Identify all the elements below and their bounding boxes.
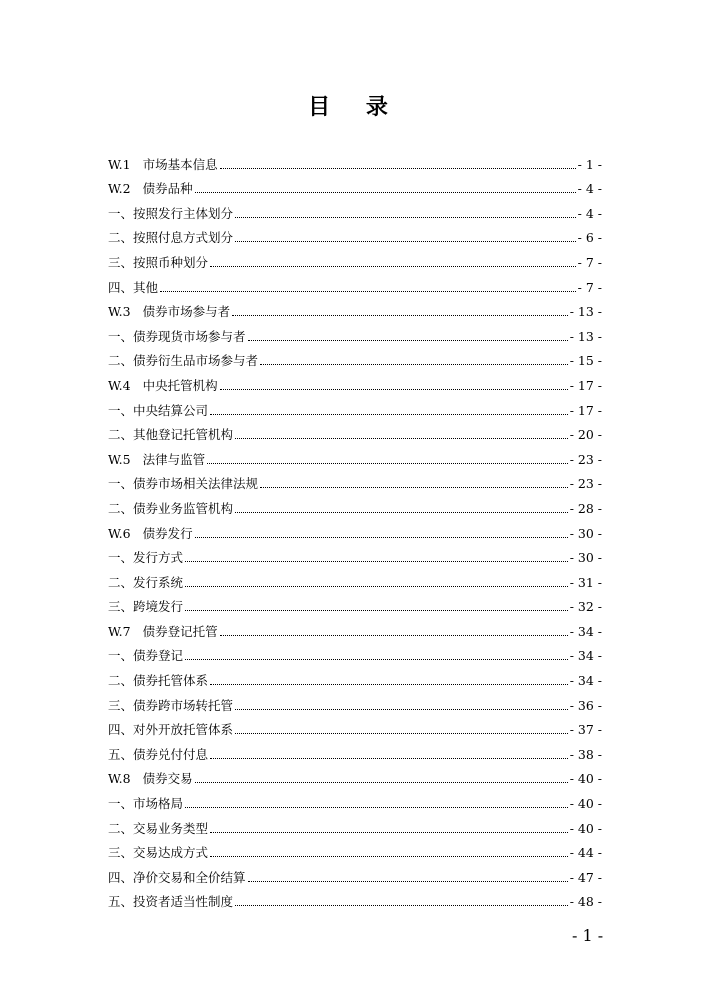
toc-entry-text: 二、债券衍生品市场参与者: [108, 353, 259, 369]
toc-leader-dots: [235, 733, 568, 734]
toc-entry[interactable]: [108, 246, 602, 271]
toc-entry-page: - 7 -: [577, 254, 602, 270]
toc-entry-page: - 36 -: [569, 697, 602, 713]
toc-entry[interactable]: [108, 173, 602, 198]
toc-entry[interactable]: [108, 517, 602, 542]
toc-entry-page: - 44 -: [569, 845, 602, 861]
toc-entry-text: 中央托管机构: [142, 377, 218, 393]
toc-entry-text: 五、债券兑付付息: [108, 746, 209, 762]
toc-entry-text: 市场基本信息: [142, 156, 218, 172]
toc-entry-page: - 40 -: [569, 771, 602, 787]
toc-entry-text: 三、债券跨市场转托管: [108, 697, 234, 713]
toc-entry-text: 一、债券现货市场参与者: [108, 328, 246, 344]
toc-entry-text: 二、发行系统: [108, 574, 184, 590]
toc-entry-label: [108, 157, 218, 173]
toc-entry-text: 债券市场参与者: [142, 304, 231, 320]
toc-entry[interactable]: [108, 394, 602, 419]
toc-entry-text: 二、交易业务类型: [108, 820, 209, 836]
toc-leader-dots: [195, 192, 576, 193]
toc-entry-page: - 4 -: [577, 205, 602, 221]
toc-leader-dots: [235, 438, 568, 439]
toc-entry-text: 一、发行方式: [108, 550, 184, 566]
toc-entry-number: W.4: [108, 377, 131, 393]
toc-entry-text: 债券交易: [142, 771, 193, 787]
toc-entry-label: [108, 796, 183, 812]
toc-entry[interactable]: [108, 812, 602, 837]
toc-leader-dots: [185, 561, 568, 562]
toc-entry-page: - 15 -: [569, 353, 602, 369]
toc-leader-dots: [220, 635, 568, 636]
toc-leader-dots: [210, 266, 576, 267]
toc-entry-text: 四、其他: [108, 279, 159, 295]
toc-entry-page: - 13 -: [569, 304, 602, 320]
toc-leader-dots: [207, 463, 568, 464]
toc-leader-dots: [220, 389, 568, 390]
toc-entry-text: 二、债券业务监管机构: [108, 500, 234, 516]
toc-entry[interactable]: [108, 689, 602, 714]
toc-leader-dots: [210, 832, 568, 833]
toc-entry[interactable]: [108, 197, 602, 222]
toc-entry-label: [108, 575, 183, 591]
toc-entry[interactable]: [108, 542, 602, 567]
toc-entry-label: [108, 624, 218, 640]
toc-entry-page: - 30 -: [569, 525, 602, 541]
toc-leader-dots: [185, 586, 568, 587]
toc-entry-page: - 48 -: [569, 894, 602, 910]
toc-entry-text: 四、净价交易和全价结算: [108, 869, 246, 885]
toc-entry-label: [108, 230, 233, 246]
toc-entry-page: - 17 -: [569, 377, 602, 393]
toc-entry-label: [108, 550, 183, 566]
toc-leader-dots: [195, 537, 568, 538]
toc-leader-dots: [235, 241, 576, 242]
toc-entry[interactable]: [108, 492, 602, 517]
toc-entry[interactable]: [108, 787, 602, 812]
toc-leader-dots: [185, 807, 568, 808]
toc-entry[interactable]: [108, 345, 602, 370]
toc-entry-label: [108, 845, 208, 861]
toc-entry[interactable]: [108, 591, 602, 616]
toc-entry-page: - 40 -: [569, 820, 602, 836]
toc-leader-dots: [235, 512, 568, 513]
toc-entry-text: 三、跨境发行: [108, 599, 184, 615]
toc-entry-page: - 6 -: [577, 230, 602, 246]
toc-entry-label: [108, 452, 205, 468]
toc-leader-dots: [210, 856, 568, 857]
toc-entry[interactable]: [108, 320, 602, 345]
toc-entry-label: [108, 648, 183, 664]
toc-leader-dots: [248, 881, 568, 882]
toc-entry[interactable]: [108, 443, 602, 468]
toc-leader-dots: [260, 487, 568, 488]
toc-title: 目 录: [308, 94, 402, 120]
toc-entry[interactable]: [108, 566, 602, 591]
toc-entry-page: - 7 -: [577, 279, 602, 295]
toc-entry-number: W.1: [108, 156, 131, 172]
toc-entry-number: W.8: [108, 771, 131, 787]
toc-entry[interactable]: [108, 271, 602, 296]
toc-leader-dots: [235, 709, 568, 710]
toc-leader-dots: [210, 758, 568, 759]
toc-entry-page: - 4 -: [577, 181, 602, 197]
toc-entry-label: [108, 698, 233, 714]
toc-entry-label: [108, 870, 246, 886]
toc-entry-page: - 32 -: [569, 599, 602, 615]
toc-entry-text: 三、按照币种划分: [108, 254, 209, 270]
toc-entry[interactable]: [108, 738, 602, 763]
toc-leader-dots: [160, 291, 576, 292]
toc-entry-label: [108, 353, 258, 369]
toc-entry-label: [108, 378, 218, 394]
toc-list: [108, 148, 602, 910]
toc-leader-dots: [260, 364, 568, 365]
toc-entry[interactable]: [108, 837, 602, 862]
toc-entry-text: 一、中央结算公司: [108, 402, 209, 418]
toc-entry-label: [108, 722, 233, 738]
toc-leader-dots: [185, 610, 568, 611]
toc-entry[interactable]: [108, 763, 602, 788]
toc-entry-label: [108, 894, 233, 910]
toc-entry[interactable]: [108, 886, 602, 911]
toc-entry[interactable]: [108, 148, 602, 173]
toc-leader-dots: [195, 782, 568, 783]
toc-entry-text: 二、按照付息方式划分: [108, 230, 234, 246]
toc-entry[interactable]: [108, 861, 602, 886]
toc-entry-label: [108, 255, 208, 271]
toc-entry-label: [108, 181, 193, 197]
toc-entry[interactable]: [108, 640, 602, 665]
toc-entry-page: - 37 -: [569, 722, 602, 738]
toc-entry-label: [108, 304, 230, 320]
toc-entry-label: [108, 599, 183, 615]
toc-entry-text: 二、其他登记托管机构: [108, 427, 234, 443]
toc-entry-label: [108, 771, 193, 787]
toc-entry-text: 债券品种: [142, 181, 193, 197]
toc-entry-number: W.7: [108, 623, 131, 639]
toc-entry-text: 一、市场格局: [108, 796, 184, 812]
toc-leader-dots: [232, 315, 568, 316]
toc-entry-page: - 23 -: [569, 451, 602, 467]
toc-entry-label: [108, 206, 233, 222]
toc-entry-label: [108, 747, 208, 763]
toc-entry-page: - 1 -: [577, 156, 602, 172]
toc-entry-label: [108, 526, 193, 542]
toc-entry-page: - 20 -: [569, 427, 602, 443]
toc-entry-text: 债券发行: [142, 525, 193, 541]
toc-leader-dots: [235, 217, 576, 218]
toc-entry-page: - 23 -: [569, 476, 602, 492]
toc-entry[interactable]: [108, 369, 602, 394]
toc-entry-label: [108, 280, 158, 296]
toc-entry[interactable]: [108, 419, 602, 444]
toc-entry-label: [108, 501, 233, 517]
toc-entry-page: - 34 -: [569, 648, 602, 664]
toc-leader-dots: [235, 905, 568, 906]
toc-entry-page: - 31 -: [569, 574, 602, 590]
toc-leader-dots: [185, 659, 568, 660]
toc-entry-text: 四、对外开放托管体系: [108, 722, 234, 738]
toc-entry-page: - 17 -: [569, 402, 602, 418]
toc-leader-dots: [210, 684, 568, 685]
toc-entry-text: 五、投资者适当性制度: [108, 894, 234, 910]
toc-leader-dots: [248, 340, 568, 341]
toc-entry-number: W.2: [108, 181, 131, 197]
toc-entry-text: 一、按照发行主体划分: [108, 205, 234, 221]
toc-entry-label: [108, 821, 208, 837]
toc-entry-number: W.3: [108, 304, 131, 320]
toc-entry[interactable]: [108, 615, 602, 640]
toc-entry-label: [108, 329, 246, 345]
toc-entry-text: 二、债券托管体系: [108, 673, 209, 689]
toc-entry-text: 三、交易达成方式: [108, 845, 209, 861]
toc-entry-number: W.6: [108, 525, 131, 541]
toc-entry-label: [108, 403, 208, 419]
toc-entry-number: W.5: [108, 451, 131, 467]
toc-entry[interactable]: [108, 222, 602, 247]
toc-entry-label: [108, 476, 258, 492]
toc-entry-text: 一、债券登记: [108, 648, 184, 664]
toc-entry[interactable]: [108, 664, 602, 689]
toc-entry-text: 债券登记托管: [142, 623, 218, 639]
toc-entry-page: - 28 -: [569, 500, 602, 516]
toc-entry-page: - 47 -: [569, 869, 602, 885]
toc-entry[interactable]: [108, 296, 602, 321]
toc-entry-label: [108, 673, 208, 689]
toc-entry-page: - 40 -: [569, 796, 602, 812]
toc-entry[interactable]: [108, 714, 602, 739]
toc-entry-text: 法律与监管: [142, 451, 206, 467]
toc-entry-page: - 30 -: [569, 550, 602, 566]
toc-entry-page: - 38 -: [569, 746, 602, 762]
toc-entry-page: - 13 -: [569, 328, 602, 344]
toc-entry-label: [108, 427, 233, 443]
page-number: - 1 -: [572, 926, 604, 945]
toc-entry-page: - 34 -: [569, 623, 602, 639]
toc-entry[interactable]: [108, 468, 602, 493]
toc-entry-text: 一、债券市场相关法律法规: [108, 476, 259, 492]
toc-leader-dots: [220, 168, 576, 169]
toc-leader-dots: [210, 414, 568, 415]
toc-entry-page: - 34 -: [569, 673, 602, 689]
